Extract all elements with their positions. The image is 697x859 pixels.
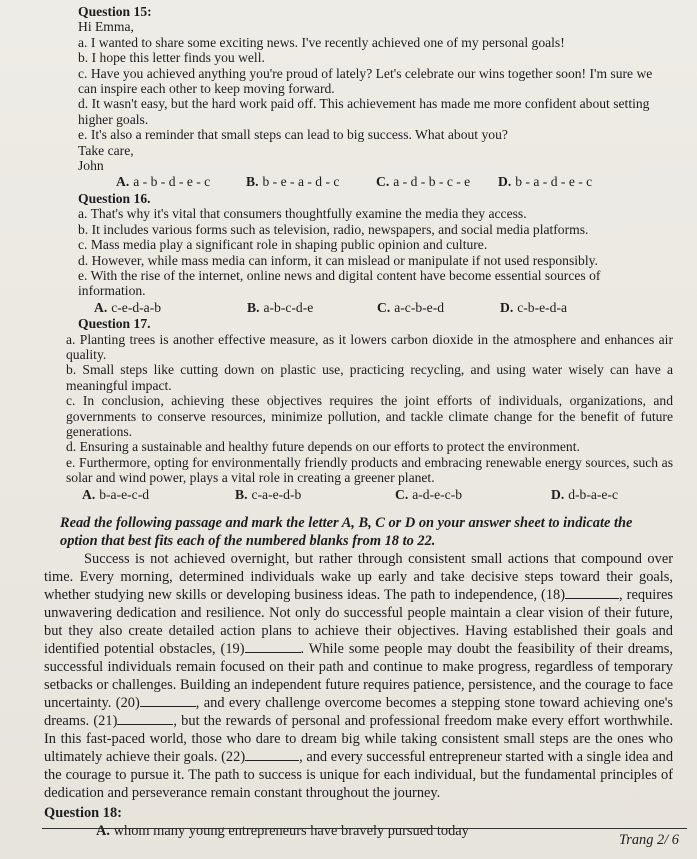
q17-paragraph: a. Planting trees is another effective measure, as it lowers carbon dioxide in the atmosphere and enhances air quality. [66, 331, 673, 362]
option-d[interactable]: D. b - a - d - e - c [498, 174, 593, 190]
blank-20 [140, 706, 196, 707]
blank-22 [245, 760, 299, 761]
passage-text: . While some people may doubt the feasibility of their dreams, successful individuals remain focused on their path and continue to make progress, regardless of temporary setbacks or challenges. Building an independent future requires patience, persistence, and the courage to face uncertainty. (20) [44, 641, 673, 711]
question-18 [44, 804, 673, 840]
q16-line: c. Mass media play a significant role in shaping public opinion and culture. [78, 237, 488, 253]
question-title: Question 17. [78, 316, 151, 332]
passage-text: , and every successful entrepreneur started with a single idea and the courage to pursue it. The path to success is unique for each individual, but the fundamental principles of dedication and perseverance remain constant throughout the journey. [44, 749, 674, 801]
q16-line: information. [78, 283, 146, 299]
option-d[interactable]: D. d-b-a-e-c [551, 486, 619, 502]
passage-text: Success is not achieved overnight, but rather through consistent small actions that compound over time. Every morning, determined individuals wake up early and take decisive steps toward their goals, whether studying new skills or developing business ideas. The path to independence, (18) [44, 551, 673, 603]
q15-line: a. I wanted to share some exciting news. I've recently achieved one of my personal goals! [78, 34, 565, 50]
blank-21 [117, 724, 173, 725]
footer-divider [42, 828, 687, 829]
question-title: Question 15: [78, 4, 152, 19]
passage-instruction: Read the following passage and mark the letter A, B, C or D on your answer sheet to indicate the option that best fits each of the numbered blanks from 18 to 22. [60, 515, 633, 549]
cloze-passage [44, 550, 673, 802]
passage-text: , requires unwavering dedication and resilience. Not only do successful people maintain a clear vision of their future, but they also create detailed action plans to achieve their objectives. Having established their goals and identified potential obstacles, (19) [44, 587, 674, 657]
option-a[interactable]: A. b-a-e-c-d [82, 486, 150, 502]
q15-line: d. It wasn't easy, but the hard work paid off. This achievement has made me more confident about setting [78, 96, 650, 112]
page-number: Trang 2/ 6 [619, 832, 679, 848]
passage-text: , but the rewards of personal and professional freedom make every effort worthwhile. In this fast-paced world, those who dare to dream big while taking consistent small steps are the ones who ultimately achieve their goals. (22) [44, 713, 673, 765]
question-17 [66, 316, 673, 502]
question-title: Question 16. [78, 190, 151, 206]
q15-line: higher goals. [78, 111, 149, 127]
option-b[interactable]: B. b - e - a - d - c [246, 174, 340, 190]
passage-text: , and every challenge overcome becomes a stepping stone toward achieving one's dreams. (21) [44, 695, 673, 729]
q15-line: John [78, 158, 104, 174]
blank-19 [245, 652, 301, 653]
q15-line: Hi Emma, [78, 19, 134, 35]
blank-18 [565, 598, 619, 599]
q15-line: e. It's also a reminder that small steps can lead to big success. What about you? [78, 127, 508, 143]
option-c[interactable]: C. a-d-e-c-b [395, 486, 463, 502]
q16-options [78, 300, 673, 315]
q16-line: d. However, while mass media can inform, it can mislead or manipulate if not used responsibly. [78, 252, 598, 268]
option-c[interactable]: C. a - d - b - c - e [376, 174, 471, 190]
q16-line: e. With the rise of the internet, online news and digital content have become essential sources of [78, 267, 601, 283]
option-a[interactable]: A. a - b - d - e - c [116, 174, 211, 190]
q15-line: b. I hope this letter finds you well. [78, 50, 265, 66]
option-b[interactable]: B. a-b-c-d-e [247, 299, 314, 315]
q15-line: Take care, [78, 142, 134, 158]
option-c[interactable]: C. a-c-b-e-d [377, 299, 445, 315]
q15-line: can inspire each other to keep moving forward. [78, 81, 335, 97]
question-15 [78, 4, 673, 190]
option-a[interactable]: A. c-e-d-a-b [94, 299, 162, 315]
option-a[interactable]: A. whom many young entrepreneurs have bravely pursued today [96, 823, 469, 839]
q17-paragraph: b. Small steps like cutting down on plastic use, practicing recycling, and using water wisely can have a meaningful impact. [66, 362, 673, 393]
q17-paragraph: c. In conclusion, achieving these objectives requires the joint efforts of individuals, organizations, and governments to conserve resources, minimize pollution, and tackle climate change for the benefit of future generations. [66, 393, 673, 439]
option-b[interactable]: B. c-a-e-d-b [235, 486, 302, 502]
question-16 [78, 191, 673, 315]
option-d[interactable]: D. c-b-e-d-a [500, 299, 568, 315]
q15-options [78, 174, 673, 189]
q17-paragraph: e. Furthermore, opting for environmentally friendly products and embracing renewable energy sources, such as solar and wind power, plays a vital role in creating a greener planet. [66, 454, 673, 486]
q16-line: a. That's why it's vital that consumers thoughtfully examine the media they access. [78, 206, 527, 222]
q17-options [66, 487, 673, 502]
q17-paragraph: d. Ensuring a sustainable and healthy future depends on our efforts to protect the environment. [66, 439, 580, 455]
q15-line: c. Have you achieved anything you're proud of lately? Let's celebrate our wins together soon! I'm sure we [78, 65, 653, 81]
question-title: Question 18: [44, 805, 122, 821]
q16-line: b. It includes various forms such as television, radio, newspapers, and social media platforms. [78, 221, 589, 237]
